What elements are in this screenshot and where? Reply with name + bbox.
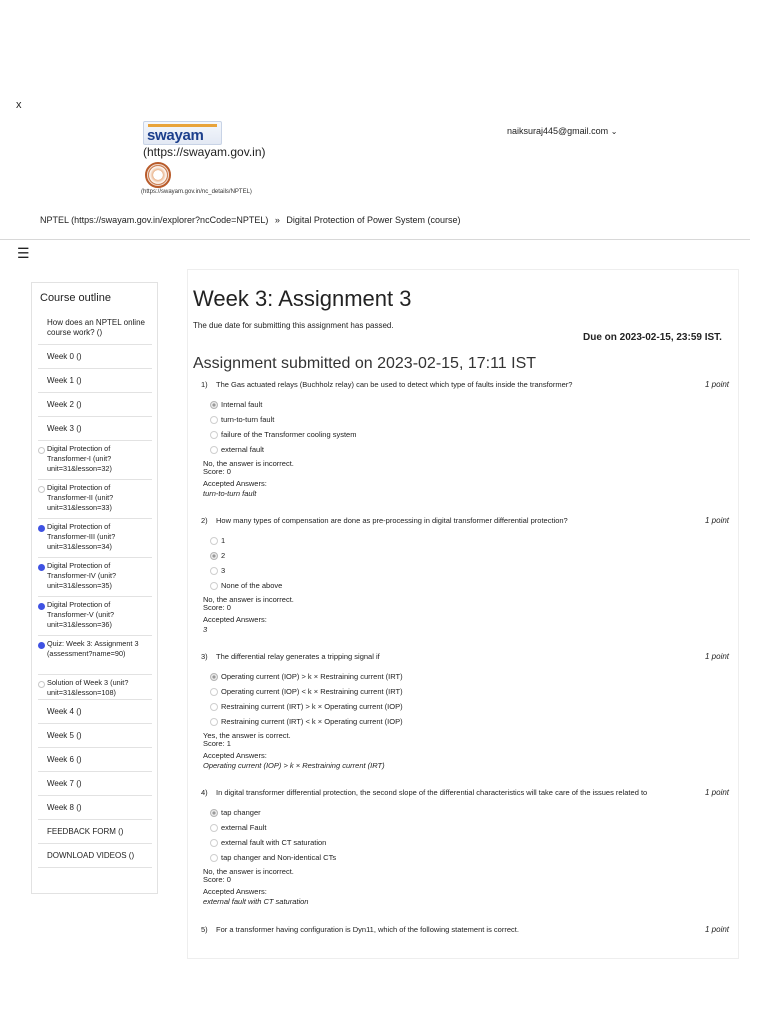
radio-icon[interactable]	[210, 567, 218, 575]
accepted-label: Accepted Answers:	[203, 479, 267, 488]
answer-option[interactable]	[210, 445, 264, 454]
answer-option[interactable]	[210, 581, 282, 590]
sidebar-item-label: Week 0 ()	[47, 352, 82, 361]
sidebar-item-16[interactable]	[38, 796, 152, 820]
option-label: None of the above	[221, 581, 283, 590]
swayam-link[interactable]: (https://swayam.gov.in)	[143, 145, 266, 159]
question-points: 1 point	[705, 516, 730, 525]
question-points: 1 point	[705, 925, 730, 934]
option-label: external Fault	[221, 823, 267, 832]
completed-dot-icon	[38, 564, 45, 571]
question-text: For a transformer having configuration is Dyn11, which of the following statement is correct.	[216, 925, 519, 934]
accepted-answer: turn-to-turn fault	[203, 489, 257, 498]
sidebar-item-15[interactable]	[38, 772, 152, 796]
sidebar-item-label: Week 8 ()	[47, 803, 82, 812]
radio-checked-icon[interactable]	[210, 809, 218, 817]
radio-icon[interactable]	[210, 446, 218, 454]
user-email: naiksuraj445@gmail.com	[507, 126, 609, 136]
answer-option[interactable]	[210, 536, 225, 545]
option-label: Operating current (IOP) > k × Restraining current (IRT)	[221, 672, 403, 681]
answer-option[interactable]	[210, 415, 274, 424]
course-outline-sidebar	[31, 282, 158, 894]
sidebar-item-label: Digital Protection of Transformer-II (unit?unit=31&lesson=33)	[47, 483, 114, 512]
completed-dot-icon	[38, 603, 45, 610]
radio-checked-icon[interactable]	[210, 673, 218, 681]
breadcrumb-course-link[interactable]: Digital Protection of Power System (course)	[286, 215, 461, 225]
page-title: Week 3: Assignment 3	[193, 286, 412, 311]
swayam-logo[interactable]	[143, 121, 222, 145]
answer-option[interactable]	[210, 808, 261, 817]
sidebar-item-label: Week 5 ()	[47, 731, 82, 740]
sidebar-item-0[interactable]	[38, 312, 152, 345]
nptel-link[interactable]: (https://swayam.gov.in/nc_details/NPTEL)	[141, 189, 252, 195]
answer-option[interactable]	[210, 566, 225, 575]
sidebar-item-label: Digital Protection of Transformer-IV (unit?unit=31&lesson=35)	[47, 561, 117, 590]
answer-option[interactable]	[210, 838, 326, 847]
sidebar-item-label: Week 6 ()	[47, 755, 82, 764]
answer-option[interactable]	[210, 853, 336, 862]
sidebar-item-label: Digital Protection of Transformer-V (unit?unit=31&lesson=36)	[47, 600, 115, 629]
accepted-answer: 3	[203, 625, 208, 634]
sidebar-item-6[interactable]	[38, 480, 152, 519]
nptel-logo-icon[interactable]	[145, 162, 171, 188]
option-label: Restraining current (IRT) > k × Operating current (IOP)	[221, 702, 403, 711]
question-text: The differential relay generates a tripping signal if	[216, 652, 380, 661]
option-label: turn-to-turn fault	[221, 415, 275, 424]
sidebar-item-7[interactable]	[38, 519, 152, 558]
option-label: Restraining current (IRT) < k × Operating current (IOP)	[221, 717, 403, 726]
option-label: external fault with CT saturation	[221, 838, 327, 847]
radio-icon[interactable]	[210, 718, 218, 726]
sidebar-item-8[interactable]	[38, 558, 152, 597]
sidebar-item-label: Quiz: Week 3: Assignment 3 (assessment?name=90)	[47, 639, 139, 658]
sidebar-item-label: Week 3 ()	[47, 424, 82, 433]
question-points: 1 point	[705, 788, 730, 797]
feedback-text: Yes, the answer is correct.	[203, 731, 291, 740]
accepted-answer: Operating current (IOP) > k × Restraining current (IRT)	[203, 761, 385, 770]
question-number: 5)	[201, 925, 208, 934]
completed-dot-icon	[38, 525, 45, 532]
accepted-label: Accepted Answers:	[203, 887, 267, 896]
due-note: The due date for submitting this assignment has passed.	[193, 321, 394, 330]
sidebar-item-label: Week 4 ()	[47, 707, 82, 716]
option-label: failure of the Transformer cooling system	[221, 430, 357, 439]
sidebar-item-label: Week 2 ()	[47, 400, 82, 409]
radio-icon[interactable]	[210, 854, 218, 862]
sidebar-item-5[interactable]	[38, 441, 152, 480]
radio-icon[interactable]	[210, 824, 218, 832]
sidebar-item-3[interactable]	[38, 393, 152, 417]
radio-icon[interactable]	[210, 537, 218, 545]
sidebar-item-label: Week 7 ()	[47, 779, 82, 788]
question-number: 1)	[201, 380, 208, 389]
radio-icon[interactable]	[210, 431, 218, 439]
menu-icon[interactable]: ☰	[17, 245, 30, 261]
radio-icon[interactable]	[210, 582, 218, 590]
answer-option[interactable]	[210, 400, 262, 409]
radio-icon[interactable]	[210, 416, 218, 424]
feedback-text: No, the answer is incorrect.	[203, 459, 294, 468]
feedback-text: No, the answer is incorrect.	[203, 595, 294, 604]
option-label: Internal fault	[221, 400, 263, 409]
option-label: 2	[221, 551, 226, 560]
breadcrumb-separator: »	[274, 215, 280, 225]
sidebar-item-label: DOWNLOAD VIDEOS ()	[47, 851, 135, 860]
question-text: The Gas actuated relays (Buchholz relay) can be used to detect which type of faults inside the transformer?	[216, 380, 573, 389]
score-text: Score: 0	[203, 875, 231, 884]
radio-icon[interactable]	[210, 703, 218, 711]
answer-option[interactable]	[210, 823, 266, 832]
sidebar-item-4[interactable]	[38, 417, 152, 441]
option-label: Operating current (IOP) < k × Restraining current (IRT)	[221, 687, 403, 696]
question-number: 2)	[201, 516, 208, 525]
question-text: In digital transformer differential protection, the second slope of the differential characteristics will take care of the issues related to	[216, 788, 648, 797]
score-text: Score: 0	[203, 603, 231, 612]
answer-option[interactable]	[210, 551, 225, 560]
breadcrumb	[40, 215, 464, 225]
accepted-answer: external fault with CT saturation	[203, 897, 309, 906]
submission-status: Assignment submitted on 2023-02-15, 17:11 IST	[193, 355, 537, 372]
feedback-text: No, the answer is incorrect.	[203, 867, 294, 876]
breadcrumb-nptel-link[interactable]: NPTEL (https://swayam.gov.in/explorer?ncCode=NPTEL)	[40, 215, 269, 225]
sidebar-list	[38, 312, 152, 868]
question-text: How many types of compensation are done as pre-processing in digital transformer differential protection?	[216, 516, 568, 525]
sidebar-item-12[interactable]	[38, 700, 152, 724]
question-points: 1 point	[705, 652, 730, 661]
pending-dot-icon	[38, 486, 45, 493]
header-divider	[0, 239, 750, 240]
radio-checked-icon[interactable]	[210, 401, 218, 409]
score-text: Score: 1	[203, 739, 231, 748]
sidebar-title: Course outline	[40, 292, 111, 304]
answer-option[interactable]	[210, 717, 403, 726]
radio-checked-icon[interactable]	[210, 552, 218, 560]
option-label: external fault	[221, 445, 264, 454]
score-text: Score: 0	[203, 467, 231, 476]
question-number: 4)	[201, 788, 208, 797]
answer-option[interactable]	[210, 687, 403, 696]
sidebar-item-label: Digital Protection of Transformer-III (unit?unit=31&lesson=34)	[47, 522, 116, 551]
answer-option[interactable]	[210, 702, 403, 711]
option-label: 3	[221, 566, 226, 575]
option-label: 1	[221, 536, 226, 545]
sidebar-item-14[interactable]	[38, 748, 152, 772]
user-menu[interactable]	[507, 126, 617, 136]
due-date: Due on 2023-02-15, 23:59 IST.	[583, 332, 722, 343]
sidebar-item-label: FEEDBACK FORM ()	[47, 827, 124, 836]
completed-dot-icon	[38, 642, 45, 649]
sidebar-item-9[interactable]	[38, 597, 152, 636]
sidebar-item-1[interactable]	[38, 345, 152, 369]
sidebar-item-label: How does an NPTEL online course work? ()	[47, 318, 145, 337]
answer-option[interactable]	[210, 430, 356, 439]
chevron-down-icon: ⌄	[610, 127, 618, 136]
sidebar-item-13[interactable]	[38, 724, 152, 748]
sidebar-item-18[interactable]	[38, 844, 152, 868]
accepted-label: Accepted Answers:	[203, 751, 267, 760]
option-label: tap changer and Non-identical CTs	[221, 853, 337, 862]
pending-dot-icon	[38, 681, 45, 688]
sidebar-item-label: Week 1 ()	[47, 376, 82, 385]
radio-icon[interactable]	[210, 839, 218, 847]
sidebar-item-label: Solution of Week 3 (unit?unit=31&lesson=108)	[47, 678, 129, 697]
accepted-label: Accepted Answers:	[203, 615, 267, 624]
swayam-wordmark: swayam	[147, 127, 204, 144]
sidebar-item-11[interactable]	[38, 675, 152, 700]
sidebar-item-2[interactable]	[38, 369, 152, 393]
close-button[interactable]: x	[16, 99, 22, 111]
sidebar-item-10[interactable]	[38, 636, 152, 675]
sidebar-item-17[interactable]	[38, 820, 152, 844]
answer-option[interactable]	[210, 672, 403, 681]
question-points: 1 point	[705, 380, 730, 389]
question-number: 3)	[201, 652, 208, 661]
radio-icon[interactable]	[210, 688, 218, 696]
option-label: tap changer	[221, 808, 261, 817]
sidebar-item-label: Digital Protection of Transformer-I (unit?unit=31&lesson=32)	[47, 444, 112, 473]
pending-dot-icon	[38, 447, 45, 454]
